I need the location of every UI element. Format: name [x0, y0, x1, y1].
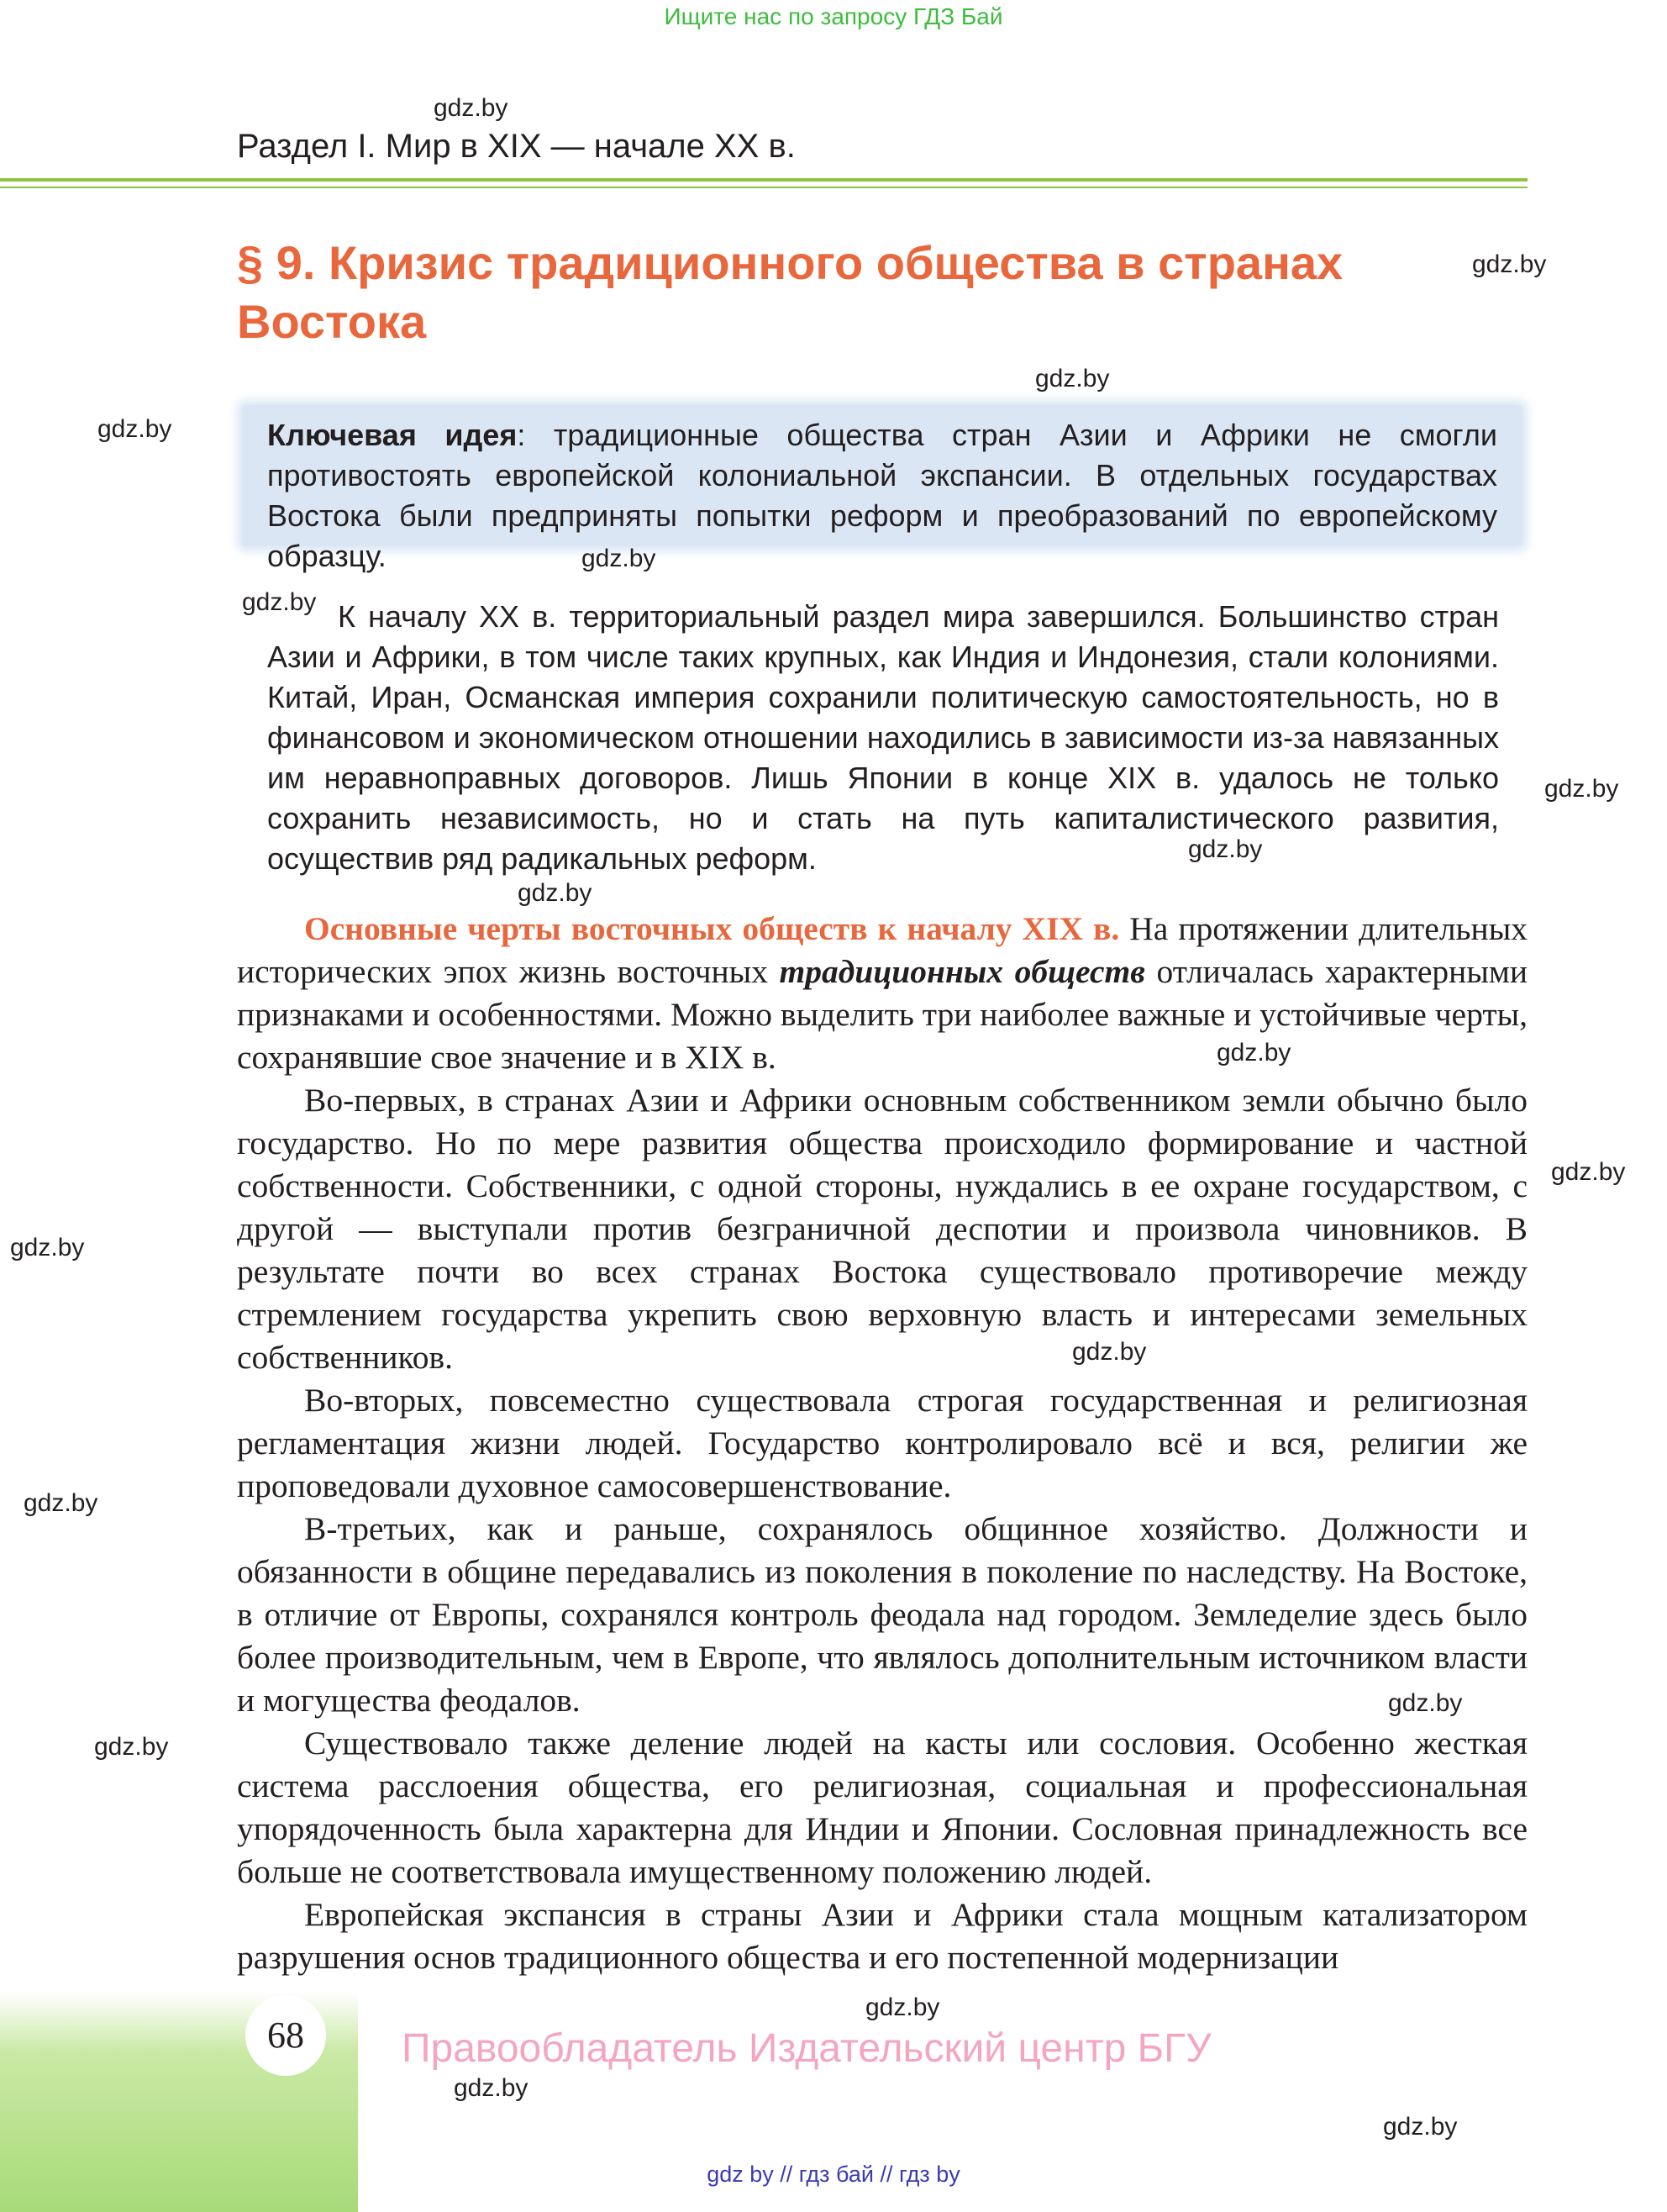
watermark: gdz.by — [1383, 2113, 1458, 2141]
watermark: gdz.by — [518, 879, 592, 907]
body-paragraph-3: Во-вторых, повсеместно существовала строгая государственная и религиозная регламентация жизни людей. Государство контролировало всё и вся, религии же проповедовали духовное самосовершенствование. — [237, 1382, 1528, 1504]
copyright-notice: Правообладатель Издательский центр БГУ — [402, 2026, 1212, 2071]
key-idea-text — [267, 415, 1497, 577]
watermark: gdz.by — [454, 2074, 528, 2102]
body-paragraph-4: В-третьих, как и раньше, сохранялось общинное хозяйство. Должности и обязанности в общине передавались из поколения в поколение по наследству. На Востоке, в отличие от Европы, сохранялся контроль феодала над городом. Земледелие здесь было более производительным, чем в Европе, что являлось дополнительным источником власти и могущества феодалов. — [237, 1510, 1528, 1719]
key-idea-body: : традиционные общества стран Азии и Африки не смогли противостоять европейской колониальной экспансии. В отдельных государствах Востока были предприняты попытки реформ и преобразований по европейскому образцу. — [267, 418, 1497, 573]
watermark: gdz.by — [24, 1489, 98, 1517]
watermark: gdz.by — [94, 1733, 169, 1761]
intro-paragraph — [267, 597, 1499, 879]
watermark: gdz.by — [1388, 1689, 1463, 1717]
key-term: традиционных обществ — [779, 953, 1145, 990]
watermark: gdz.by — [581, 545, 656, 572]
watermark: gdz.by — [1472, 250, 1547, 278]
paragraph-title: § 9. Кризис традиционного общества в странах Востока — [237, 236, 1344, 348]
body-paragraph-6: Европейская экспансия в страны Азии и Африки стала мощным катализатором разрушения основ традиционного общества и его постепенной модернизации — [237, 1896, 1528, 1976]
subheading: Основные черты восточных обществ к началу XIX в. — [304, 910, 1120, 947]
header-rule — [0, 178, 1528, 182]
section-header: Раздел I. Мир в XIX — начале XX в. — [237, 128, 796, 165]
header-rule-thin — [0, 187, 1528, 188]
watermark: gdz.by — [865, 1993, 940, 2021]
watermark: gdz.by — [1188, 835, 1263, 863]
intro-text: К началу XX в. территориальный раздел мира завершился. Большинство стран Азии и Африки, в том числе таких крупных, как Индия и Индонезия, стали колониями. Китай, Иран, Османская империя сохранили политическую самостоятельность, но в финансовом и экономическом отношении находились в зависимости из-за навязанных им неравноправных договоров. Лишь Японии в конце XIX в. удалось не только сохранить независимость, но и стать на путь капиталистического развития, осуществив ряд радикальных реформ. — [267, 599, 1499, 876]
body-paragraph-2: Во-первых, в странах Азии и Африки основным собственником земли обычно было государство. Но по мере развития общества происходило формирование и частной собственности. Собственники, с одной стороны, нуждались в ее охране государством, с другой — выступали против безграничной деспотии и произвола чиновников. В результате почти во всех странах Востока существовало противоречие между стремлением государства укрепить свою верховную власть и интересами земельных собственников. — [237, 1082, 1528, 1376]
bottom-links[interactable]: gdz by // гдз бай // гдз by — [707, 2162, 960, 2187]
watermark: gdz.by — [10, 1234, 85, 1261]
watermark: gdz.by — [1217, 1039, 1291, 1066]
watermark: gdz.by — [1035, 365, 1110, 392]
watermark: gdz.by — [434, 94, 508, 122]
watermark: gdz.by — [1072, 1338, 1147, 1366]
body-paragraph-1: Основные черты восточных обществ к началу XIX в. На протяжении длительных исторических эпох жизнь восточных традиционных обществ отличалась характерными признаками и особенностями. Можно выделить три наиболее важные и устойчивые черты, сохранявшие свое значение и в XIX в. — [237, 910, 1528, 1076]
watermark: gdz.by — [1544, 775, 1619, 803]
main-text — [237, 908, 1528, 1979]
key-idea-label: Ключевая идея — [267, 418, 518, 452]
watermark: gdz.by — [97, 415, 172, 443]
page-number: 68 — [245, 1995, 326, 2076]
watermark: gdz.by — [1551, 1158, 1626, 1186]
watermark: gdz.by — [242, 588, 317, 616]
top-banner[interactable]: Ищите нас по запросу ГДЗ Бай — [664, 3, 1003, 29]
body-paragraph-5: Существовало также деление людей на касты или сословия. Особенно жесткая система расслоения общества, его религиозная, социальная и профессиональная упорядоченность была характерна для Индии и Японии. Сословная принадлежность все больше не соответствовала имущественному положению людей. — [237, 1725, 1528, 1890]
